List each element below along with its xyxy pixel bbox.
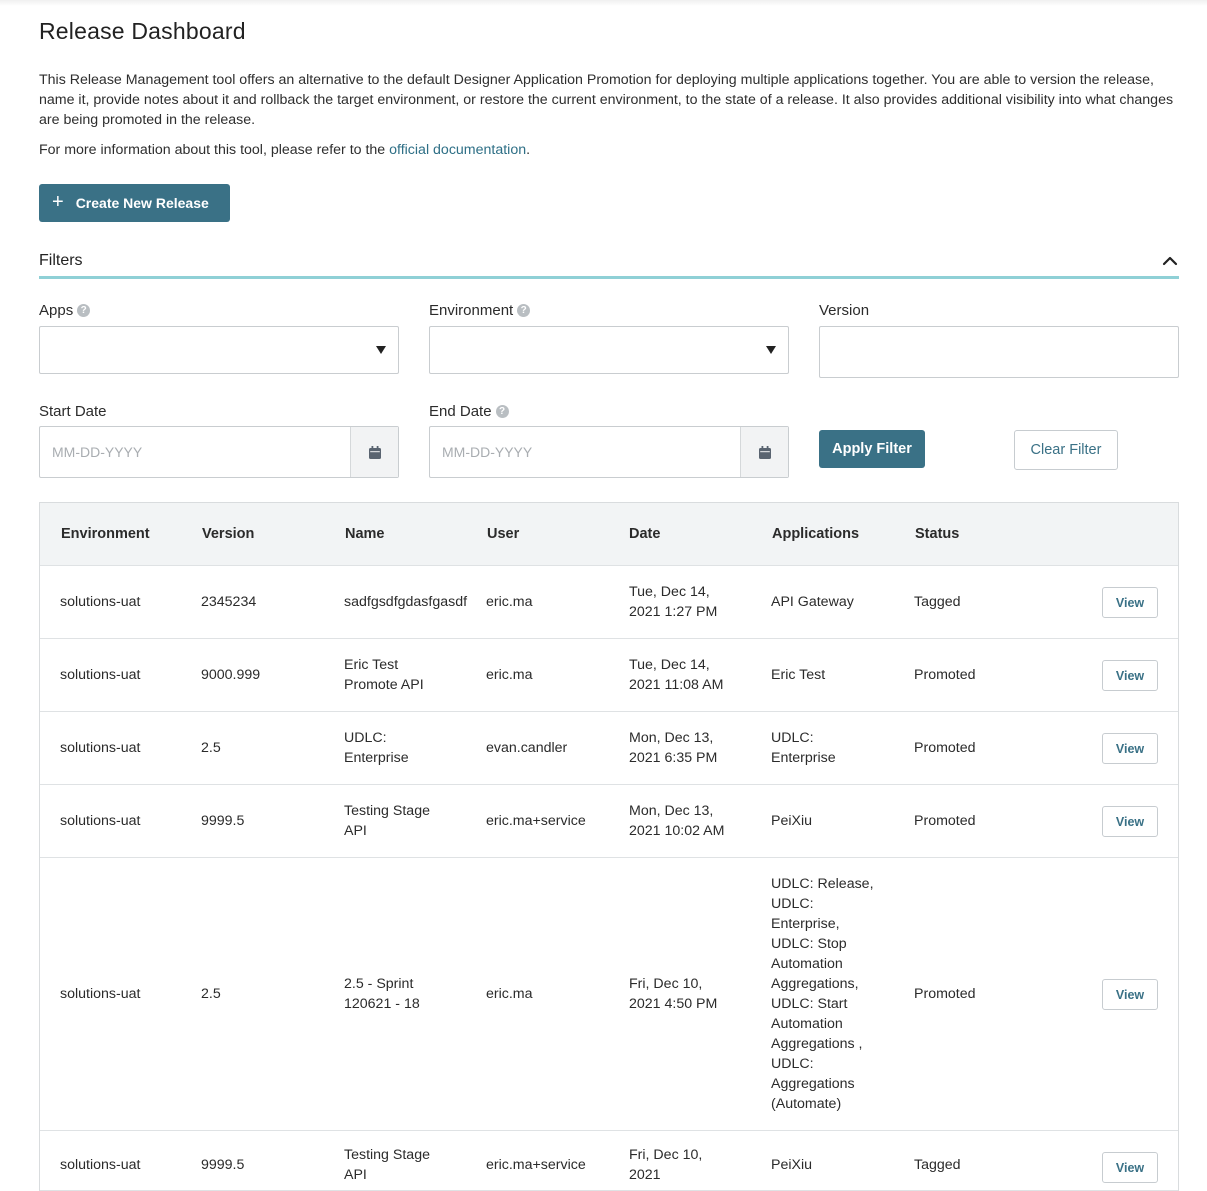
table-row (40, 785, 1178, 858)
view-button[interactable]: View (1102, 979, 1158, 1010)
environment-label-text: Environment (429, 302, 514, 319)
cell-status-text: Tagged (914, 1157, 961, 1173)
start-date-input[interactable] (39, 426, 399, 478)
cell-applications-text: PeiXiu (771, 813, 813, 829)
cell-name-text: 2.5 - Sprint 120621 - 18 (344, 976, 420, 1012)
cell-version-text: 9999.5 (201, 813, 245, 829)
cell-version-text: 9000.999 (201, 667, 261, 683)
cell-date (629, 639, 723, 711)
cell-status (914, 858, 976, 1130)
environment-label (429, 302, 530, 319)
cell-environment (60, 566, 140, 638)
cell-version (201, 785, 244, 857)
calendar-icon[interactable] (740, 427, 788, 477)
cell-applications (771, 566, 854, 638)
column-header-name: Name (345, 526, 385, 542)
cell-environment (60, 712, 140, 784)
end-date-label-text: End Date (429, 403, 492, 420)
apps-label-text: Apps (39, 302, 74, 319)
view-button[interactable]: View (1102, 660, 1158, 691)
plus-icon: + (52, 191, 64, 213)
cell-status-text: Promoted (914, 667, 976, 683)
cell-date (629, 785, 724, 857)
cell-date-text: Mon, Dec 13, 2021 10:02 AM (629, 803, 725, 839)
cell-name (344, 712, 409, 784)
table-row (40, 639, 1178, 712)
view-button[interactable]: View (1102, 587, 1158, 618)
cell-user (486, 858, 533, 1130)
cell-status (914, 712, 976, 784)
cell-environment (60, 639, 140, 711)
apply-filter-button[interactable]: Apply Filter (819, 430, 925, 468)
cell-environment (60, 858, 140, 1130)
chevron-up-icon[interactable] (1161, 252, 1179, 270)
cell-user-text: eric.ma (486, 594, 533, 610)
table-body (40, 566, 1178, 1191)
cell-applications (771, 1131, 812, 1190)
cell-user (486, 566, 533, 638)
cell-status-text: Tagged (914, 594, 961, 610)
cell-environment-text: solutions-uat (60, 594, 141, 610)
cell-date (629, 566, 717, 638)
cell-version (201, 712, 221, 784)
table-row (40, 1131, 1178, 1191)
help-circle-icon[interactable]: ? (517, 304, 530, 317)
end-date-input[interactable] (429, 426, 789, 478)
cell-applications (771, 639, 825, 711)
more-info-suffix: . (526, 142, 531, 158)
top-shadow (0, 0, 1207, 6)
cell-environment-text: solutions-uat (60, 1157, 141, 1173)
cell-version (201, 639, 260, 711)
cell-status (914, 1131, 961, 1190)
cell-user (486, 639, 533, 711)
help-circle-icon[interactable]: ? (77, 304, 90, 317)
view-button[interactable]: View (1102, 733, 1158, 764)
help-circle-icon[interactable]: ? (496, 405, 509, 418)
cell-name-text: UDLC: Enterprise (344, 730, 409, 766)
column-header-date: Date (629, 526, 661, 542)
cell-name (344, 858, 420, 1130)
table-row (40, 858, 1178, 1131)
page-title: Release Dashboard (39, 18, 246, 44)
cell-environment-text: solutions-uat (60, 986, 141, 1002)
cell-status (914, 785, 976, 857)
cell-user (486, 785, 586, 857)
cell-applications-text: API Gateway (771, 594, 854, 610)
cell-version-text: 2.5 (201, 740, 221, 756)
cell-name (344, 785, 430, 857)
start-date-placeholder: MM-DD-YYYY (52, 444, 143, 460)
cell-date-text: Tue, Dec 14, 2021 1:27 PM (629, 584, 718, 620)
cell-name-text: Eric Test Promote API (344, 657, 424, 693)
version-input[interactable] (819, 326, 1179, 378)
cell-user-text: eric.ma+service (486, 1157, 586, 1173)
view-button[interactable]: View (1102, 1152, 1158, 1183)
cell-version (201, 566, 256, 638)
cell-date-text: Tue, Dec 14, 2021 11:08 AM (629, 657, 724, 693)
filters-title: Filters (39, 252, 83, 269)
cell-user (486, 1131, 586, 1190)
cell-applications-text: UDLC: Release, UDLC: Enterprise, UDLC: Stop Automation Aggregations, UDLC: Start Automation Aggregations , UDLC: Aggregations (Automate) (771, 876, 874, 1112)
cell-name (344, 1131, 430, 1190)
column-header-status: Status (915, 526, 960, 542)
start-date-label-text: Start Date (39, 403, 107, 420)
view-button[interactable]: View (1102, 806, 1158, 837)
releases-table (39, 502, 1179, 1191)
cell-name (344, 639, 424, 711)
column-header-version: Version (202, 526, 255, 542)
cell-applications (771, 858, 874, 1130)
calendar-icon[interactable] (350, 427, 398, 477)
column-header-environment: Environment (61, 526, 150, 542)
cell-version-text: 9999.5 (201, 1157, 245, 1173)
cell-date-text: Mon, Dec 13, 2021 6:35 PM (629, 730, 718, 766)
column-header-applications: Applications (772, 526, 860, 542)
table-row (40, 566, 1178, 639)
create-new-release-button[interactable] (39, 184, 230, 222)
cell-status-text: Promoted (914, 813, 976, 829)
end-date-placeholder: MM-DD-YYYY (442, 444, 533, 460)
clear-filter-button[interactable]: Clear Filter (1014, 430, 1118, 470)
cell-environment (60, 785, 140, 857)
cell-user-text: eric.ma+service (486, 813, 586, 829)
cell-name-text: Testing Stage API (344, 1147, 430, 1183)
cell-status (914, 566, 961, 638)
end-date-label (429, 403, 509, 420)
cell-version-text: 2.5 (201, 986, 221, 1002)
version-label (819, 302, 869, 319)
cell-date-text: Fri, Dec 10, 2021 (629, 1147, 703, 1183)
cell-user (486, 712, 567, 784)
cell-name-text: Testing Stage API (344, 803, 430, 839)
more-info-prefix: For more information about this tool, please refer to the (39, 142, 390, 158)
cell-date (629, 1131, 702, 1190)
page-description: This Release Management tool offers an alternative to the default Designer Application Promotion for deploying multiple applications together. You are able to version the release, name it, provide notes about it and rollback the target environment, or restore the current environment, to the state of a release. It also provides additional visibility into what changes are being promoted in the release. (39, 72, 1174, 128)
cell-version (201, 1131, 244, 1190)
cell-status-text: Promoted (914, 986, 976, 1002)
cell-environment-text: solutions-uat (60, 667, 141, 683)
filters-header[interactable] (39, 250, 1179, 279)
cell-date (629, 712, 717, 784)
official-documentation-link[interactable]: official documentation (389, 142, 527, 158)
cell-version (201, 858, 221, 1130)
cell-environment-text: solutions-uat (60, 740, 141, 756)
cell-applications-text: UDLC: Enterprise (771, 730, 836, 766)
caret-down-icon (766, 346, 776, 354)
cell-applications (771, 785, 812, 857)
cell-user-text: evan.candler (486, 740, 568, 756)
cell-name (344, 566, 467, 638)
cell-applications (771, 712, 836, 784)
cell-status-text: Promoted (914, 740, 976, 756)
cell-date (629, 858, 717, 1130)
cell-user-text: eric.ma (486, 667, 533, 683)
column-header-user: User (487, 526, 520, 542)
cell-name-text: sadfgsdfgdasfgasdf (344, 594, 468, 610)
cell-version-text: 2345234 (201, 594, 257, 610)
apps-select[interactable] (39, 326, 399, 374)
cell-environment-text: solutions-uat (60, 813, 141, 829)
cell-status (914, 639, 976, 711)
cell-applications-text: PeiXiu (771, 1157, 813, 1173)
table-row (40, 712, 1178, 785)
cell-date-text: Fri, Dec 10, 2021 4:50 PM (629, 976, 718, 1012)
table-header (40, 503, 1178, 566)
more-info-text (39, 140, 530, 160)
caret-down-icon (376, 346, 386, 354)
create-new-release-label: Create New Release (75, 195, 209, 211)
environment-select[interactable] (429, 326, 789, 374)
version-label-text: Version (819, 302, 870, 319)
start-date-label (39, 403, 107, 420)
cell-user-text: eric.ma (486, 986, 533, 1002)
apps-label (39, 302, 90, 319)
cell-applications-text: Eric Test (771, 667, 826, 683)
cell-environment (60, 1131, 140, 1190)
